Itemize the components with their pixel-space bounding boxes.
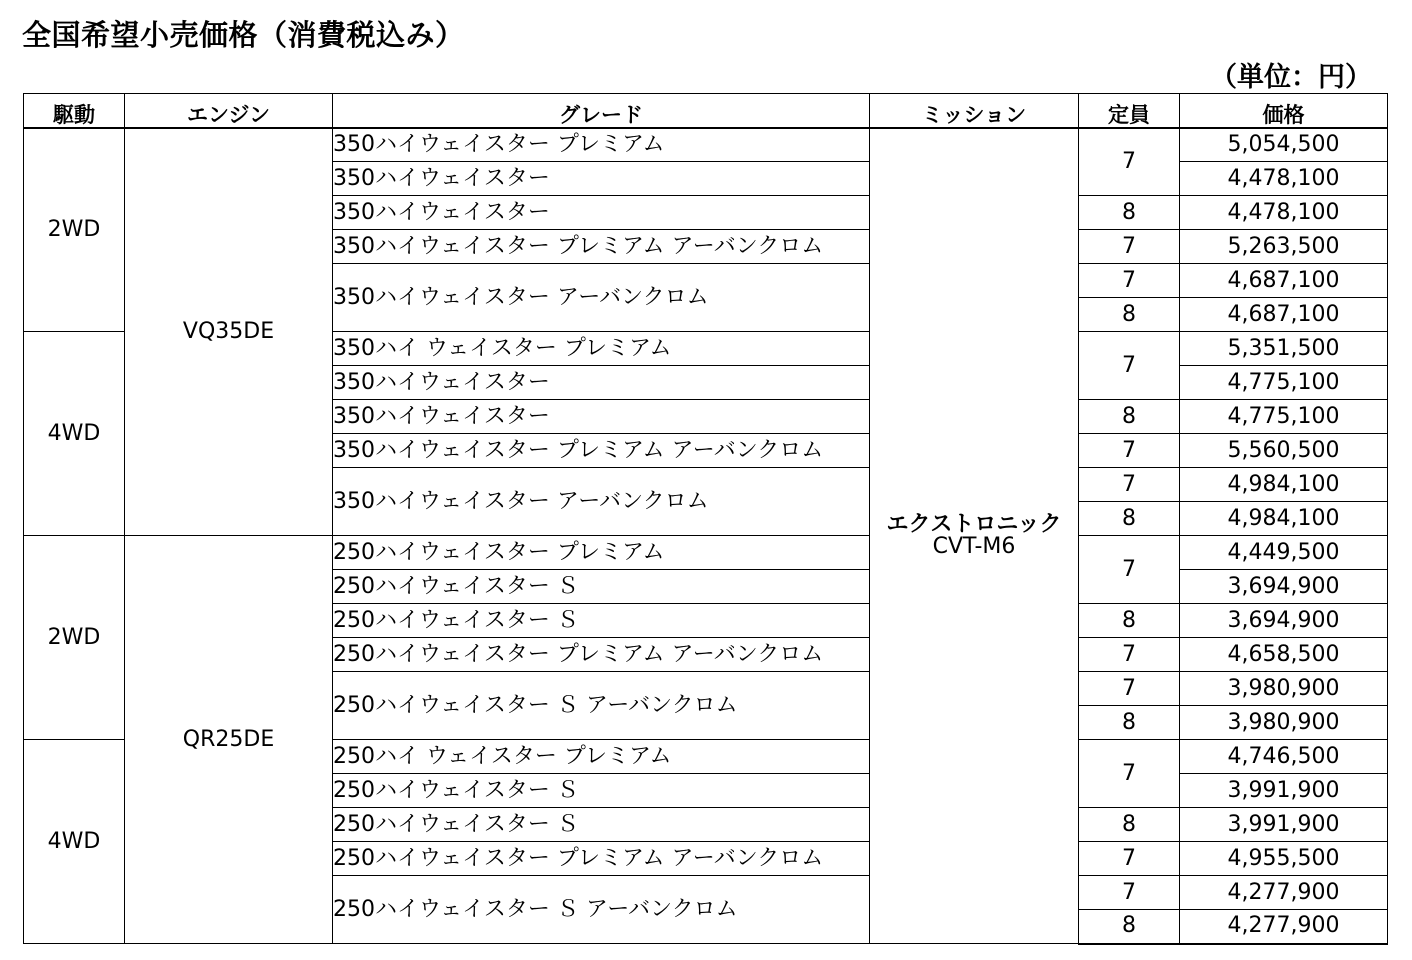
price-cell: 4,746,500 [1180, 740, 1388, 774]
table-row [24, 128, 1388, 162]
grade-cell: 250ハイウェイスター プレミアム [333, 536, 870, 570]
drive-cell: 4WD [24, 332, 125, 536]
table-header-row [24, 94, 1388, 128]
drive-cell: 2WD [24, 128, 125, 332]
grade-cell: 350ハイウェイスター プレミアム アーバンクロム [333, 230, 870, 264]
seats-cell: 8 [1079, 808, 1180, 842]
grade-cell: 350ハイウェイスター [333, 162, 870, 196]
grade-cell: 250ハイウェイスター プレミアム アーバンクロム [333, 842, 870, 876]
seats-cell: 7 [1079, 638, 1180, 672]
seats-cell: 8 [1079, 298, 1180, 332]
unit-label: （単位：円） [1210, 62, 1372, 93]
seats-cell: 8 [1079, 196, 1180, 230]
price-cell: 5,263,500 [1180, 230, 1388, 264]
grade-cell: 350ハイウェイスター アーバンクロム [333, 468, 870, 536]
price-cell: 4,775,100 [1180, 366, 1388, 400]
grade-cell: 350ハイ ウェイスター プレミアム [333, 332, 870, 366]
table-row [24, 536, 1388, 570]
price-cell: 4,449,500 [1180, 536, 1388, 570]
seats-cell: 7 [1079, 876, 1180, 910]
grade-cell: 250ハイ ウェイスター プレミアム [333, 740, 870, 774]
grade-cell: 350ハイウェイスター [333, 400, 870, 434]
grade-cell: 250ハイウェイスター Ｓ [333, 570, 870, 604]
grade-cell: 350ハイウェイスター プレミアム [333, 128, 870, 162]
seats-cell: 8 [1079, 604, 1180, 638]
price-cell: 4,687,100 [1180, 264, 1388, 298]
header-engine: エンジン [125, 94, 333, 128]
grade-cell: 350ハイウェイスター プレミアム アーバンクロム [333, 434, 870, 468]
grade-cell: 250ハイウェイスター プレミアム アーバンクロム [333, 638, 870, 672]
seats-cell: 7 [1079, 740, 1180, 808]
price-cell: 3,980,900 [1180, 706, 1388, 740]
price-cell: 4,478,100 [1180, 162, 1388, 196]
engine-cell: QR25DE [125, 536, 333, 944]
seats-cell: 8 [1079, 706, 1180, 740]
seats-cell: 7 [1079, 230, 1180, 264]
seats-cell: 8 [1079, 400, 1180, 434]
header-grade: グレード [333, 94, 870, 128]
grade-cell: 350ハイウェイスター アーバンクロム [333, 264, 870, 332]
header-seats: 定員 [1079, 94, 1180, 128]
drive-cell: 2WD [24, 536, 125, 740]
seats-cell: 8 [1079, 502, 1180, 536]
seats-cell: 7 [1079, 468, 1180, 502]
price-cell: 3,694,900 [1180, 570, 1388, 604]
price-cell: 4,984,100 [1180, 468, 1388, 502]
seats-cell: 7 [1079, 332, 1180, 400]
price-cell: 5,351,500 [1180, 332, 1388, 366]
seats-cell: 7 [1079, 128, 1180, 196]
price-table [23, 93, 1388, 945]
mission-cell [870, 128, 1079, 944]
grade-cell: 250ハイウェイスター Ｓ [333, 604, 870, 638]
price-cell: 4,478,100 [1180, 196, 1388, 230]
mission-line2: CVT-M6 [932, 533, 1016, 559]
price-cell: 4,955,500 [1180, 842, 1388, 876]
price-cell: 5,560,500 [1180, 434, 1388, 468]
seats-cell: 7 [1079, 434, 1180, 468]
price-cell: 3,694,900 [1180, 604, 1388, 638]
page-title: 全国希望小売価格（消費税込み） [22, 18, 465, 52]
header-price: 価格 [1180, 94, 1388, 128]
price-cell: 5,054,500 [1180, 128, 1388, 162]
price-cell: 4,658,500 [1180, 638, 1388, 672]
seats-cell: 7 [1079, 264, 1180, 298]
grade-cell: 250ハイウェイスター Ｓ [333, 774, 870, 808]
seats-cell: 7 [1079, 842, 1180, 876]
grade-cell: 350ハイウェイスター [333, 366, 870, 400]
price-cell: 4,775,100 [1180, 400, 1388, 434]
price-cell: 4,277,900 [1180, 910, 1388, 944]
mission-line1: エクストロニック [886, 511, 1062, 537]
header-mission: ミッション [870, 94, 1079, 128]
grade-cell: 350ハイウェイスター [333, 196, 870, 230]
engine-cell: VQ35DE [125, 128, 333, 536]
price-cell: 3,991,900 [1180, 808, 1388, 842]
grade-cell: 250ハイウェイスター Ｓ [333, 808, 870, 842]
price-cell: 3,980,900 [1180, 672, 1388, 706]
header-drive: 駆動 [24, 94, 125, 128]
price-cell: 4,277,900 [1180, 876, 1388, 910]
grade-cell: 250ハイウェイスター Ｓ アーバンクロム [333, 672, 870, 740]
seats-cell: 7 [1079, 672, 1180, 706]
seats-cell: 7 [1079, 536, 1180, 604]
grade-cell: 250ハイウェイスター Ｓ アーバンクロム [333, 876, 870, 944]
drive-cell: 4WD [24, 740, 125, 944]
price-cell: 4,984,100 [1180, 502, 1388, 536]
price-cell: 4,687,100 [1180, 298, 1388, 332]
seats-cell: 8 [1079, 910, 1180, 944]
price-cell: 3,991,900 [1180, 774, 1388, 808]
